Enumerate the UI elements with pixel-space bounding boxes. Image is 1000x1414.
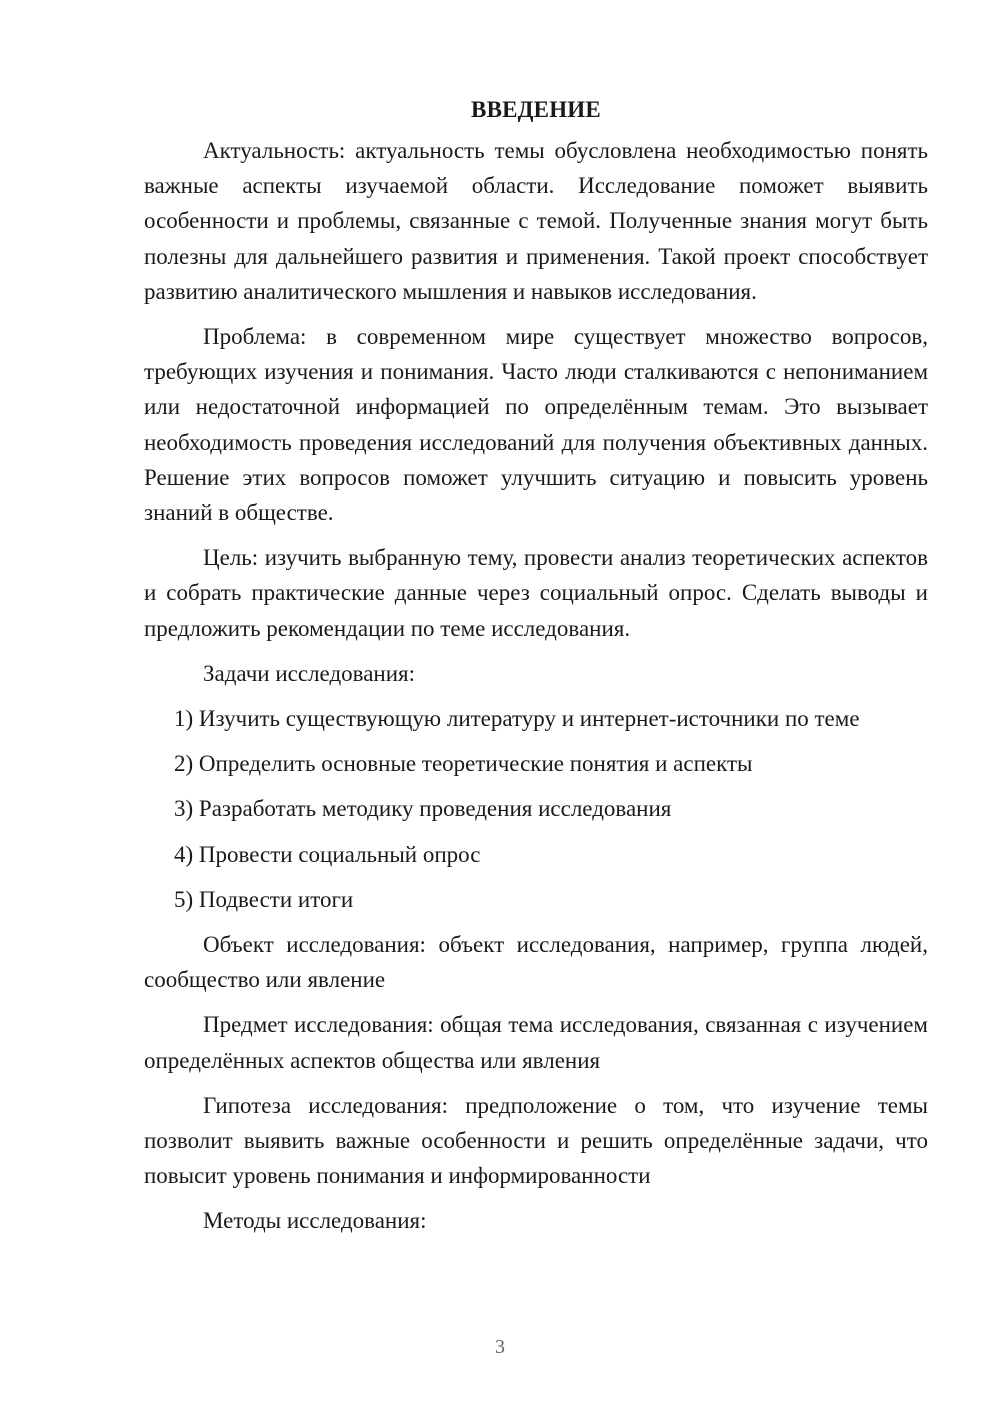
- task-item-1: 1) Изучить существующую литературу и интернет-источники по теме: [174, 706, 860, 732]
- document-page: [144, 92, 928, 1249]
- hypothesis-paragraph: Гипотеза исследования: предположение о том, что изучение темы позволит выявить важные особенности и решить определённые задачи, что повысит уровень понимания и информированности: [144, 1092, 928, 1189]
- task-item-4: 4) Провести социальный опрос: [174, 841, 481, 867]
- methods-heading: Методы исследования:: [203, 1208, 427, 1234]
- tasks-heading: Задачи исследования:: [203, 660, 416, 686]
- task-item-5: 5) Подвести итоги: [174, 886, 354, 912]
- page-number: 3: [495, 1336, 505, 1358]
- task-item-3: 3) Разработать методику проведения исследования: [174, 796, 672, 822]
- problem-paragraph: Проблема: в современном мире существует множество вопросов, требующих изучения и понимания. Часто люди сталкиваются с непониманием или недостаточной информацией по определённым темам. Это вызывает необходимость проведения исследований для получения объективных данных. Решение этих вопросов поможет улучшить ситуацию и повысить уровень знаний в обществе.: [144, 324, 928, 526]
- page-title: ВВЕДЕНИЕ: [471, 97, 601, 122]
- subject-paragraph: Предмет исследования: общая тема исследования, связанная с изучением определённых аспектов общества или явления: [144, 1012, 928, 1073]
- tasks-list: [144, 701, 928, 917]
- object-paragraph: Объект исследования: объект исследования, например, группа людей, сообщество или явление: [144, 932, 928, 993]
- task-item-2: 2) Определить основные теоретические понятия и аспекты: [174, 751, 753, 777]
- relevance-paragraph: Актуальность: актуальность темы обусловлена необходимостью понять важные аспекты изучаемой области. Исследование поможет выявить особенности и проблемы, связанные с темой. Полученные знания могут быть полезны для дальнейшего развития и применения. Такой проект способствует развитию аналитического мышления и навыков исследования.: [144, 138, 928, 304]
- goal-paragraph: Цель: изучить выбранную тему, провести анализ теоретических аспектов и собрать практические данные через социальный опрос. Сделать выводы и предложить рекомендации по теме исследования.: [144, 545, 928, 641]
